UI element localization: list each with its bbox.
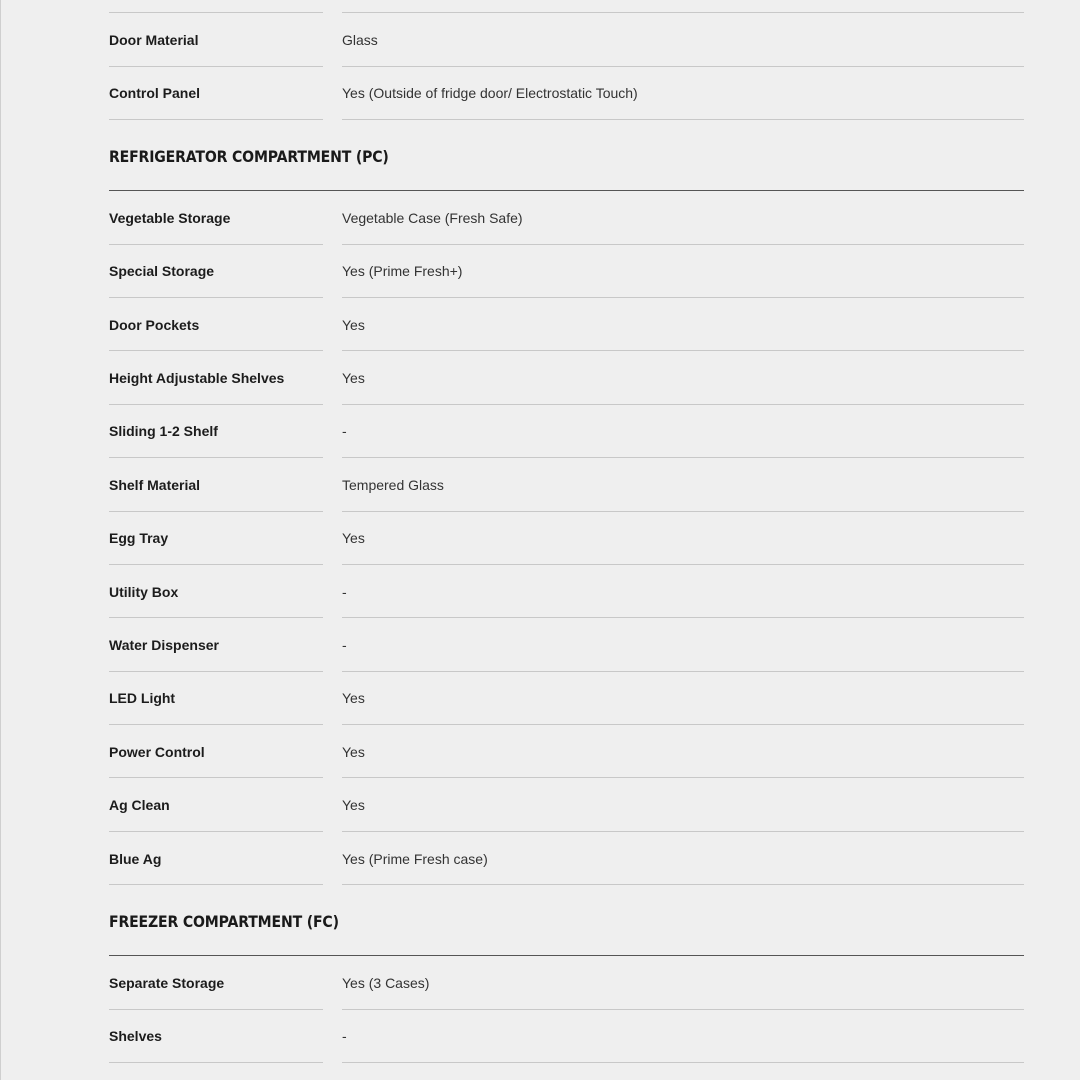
spec-row (109, 565, 1024, 618)
spec-row (109, 298, 1024, 351)
spec-value: - (342, 565, 1024, 618)
spec-value (342, 0, 1024, 13)
spec-row (109, 0, 1024, 13)
spec-value: Yes (Outside of fridge door/ Electrostatic Touch) (342, 67, 1024, 120)
spec-row (109, 191, 1024, 244)
spec-row (109, 512, 1024, 565)
spec-value: - (342, 405, 1024, 458)
spec-row (109, 13, 1024, 66)
spec-label: Egg Tray (109, 512, 323, 565)
spec-row (109, 458, 1024, 511)
spec-row (109, 351, 1024, 404)
spec-row (109, 405, 1024, 458)
spec-label: Shelves (109, 1010, 323, 1063)
spec-value: Yes (342, 778, 1024, 831)
spec-label: Water Dispenser (109, 618, 323, 671)
spec-row (109, 618, 1024, 671)
spec-value: Yes (Prime Fresh case) (342, 832, 1024, 885)
spec-value: - (342, 1010, 1024, 1063)
spec-value: Tempered Glass (342, 458, 1024, 511)
spec-label: LED Light (109, 672, 323, 725)
spec-label: Separate Storage (109, 956, 323, 1009)
spec-label: Sliding 1-2 Shelf (109, 405, 323, 458)
spec-row (109, 832, 1024, 885)
spec-row (109, 245, 1024, 298)
spec-label: Utility Box (109, 565, 323, 618)
spec-row (109, 725, 1024, 778)
spec-label (109, 0, 323, 13)
section-title: FREEZER COMPARTMENT (FC) (109, 911, 339, 931)
spec-table (109, 0, 1024, 1063)
spec-value: Yes (342, 512, 1024, 565)
spec-row (109, 778, 1024, 831)
spec-row (109, 672, 1024, 725)
section-header-freezer (109, 885, 1024, 956)
spec-label: Power Control (109, 725, 323, 778)
spec-value: Yes (342, 298, 1024, 351)
spec-value: Glass (342, 13, 1024, 66)
spec-row (109, 67, 1024, 120)
spec-value: Vegetable Case (Fresh Safe) (342, 191, 1024, 244)
section-title: REFRIGERATOR COMPARTMENT (PC) (109, 146, 389, 166)
page-left-border (0, 0, 1, 1080)
spec-value: Yes (342, 672, 1024, 725)
section-header-refrigerator (109, 120, 1024, 191)
spec-label: Blue Ag (109, 832, 323, 885)
spec-value: Yes (Prime Fresh+) (342, 245, 1024, 298)
spec-value: Yes (3 Cases) (342, 956, 1024, 1009)
spec-value: - (342, 618, 1024, 671)
spec-label: Vegetable Storage (109, 191, 323, 244)
spec-label: Control Panel (109, 67, 323, 120)
spec-row (109, 956, 1024, 1009)
spec-value: Yes (342, 351, 1024, 404)
spec-label: Door Material (109, 13, 323, 66)
spec-label: Door Pockets (109, 298, 323, 351)
spec-label: Shelf Material (109, 458, 323, 511)
spec-label: Special Storage (109, 245, 323, 298)
spec-row (109, 1010, 1024, 1063)
spec-label: Ag Clean (109, 778, 323, 831)
spec-label: Height Adjustable Shelves (109, 351, 323, 404)
spec-value: Yes (342, 725, 1024, 778)
